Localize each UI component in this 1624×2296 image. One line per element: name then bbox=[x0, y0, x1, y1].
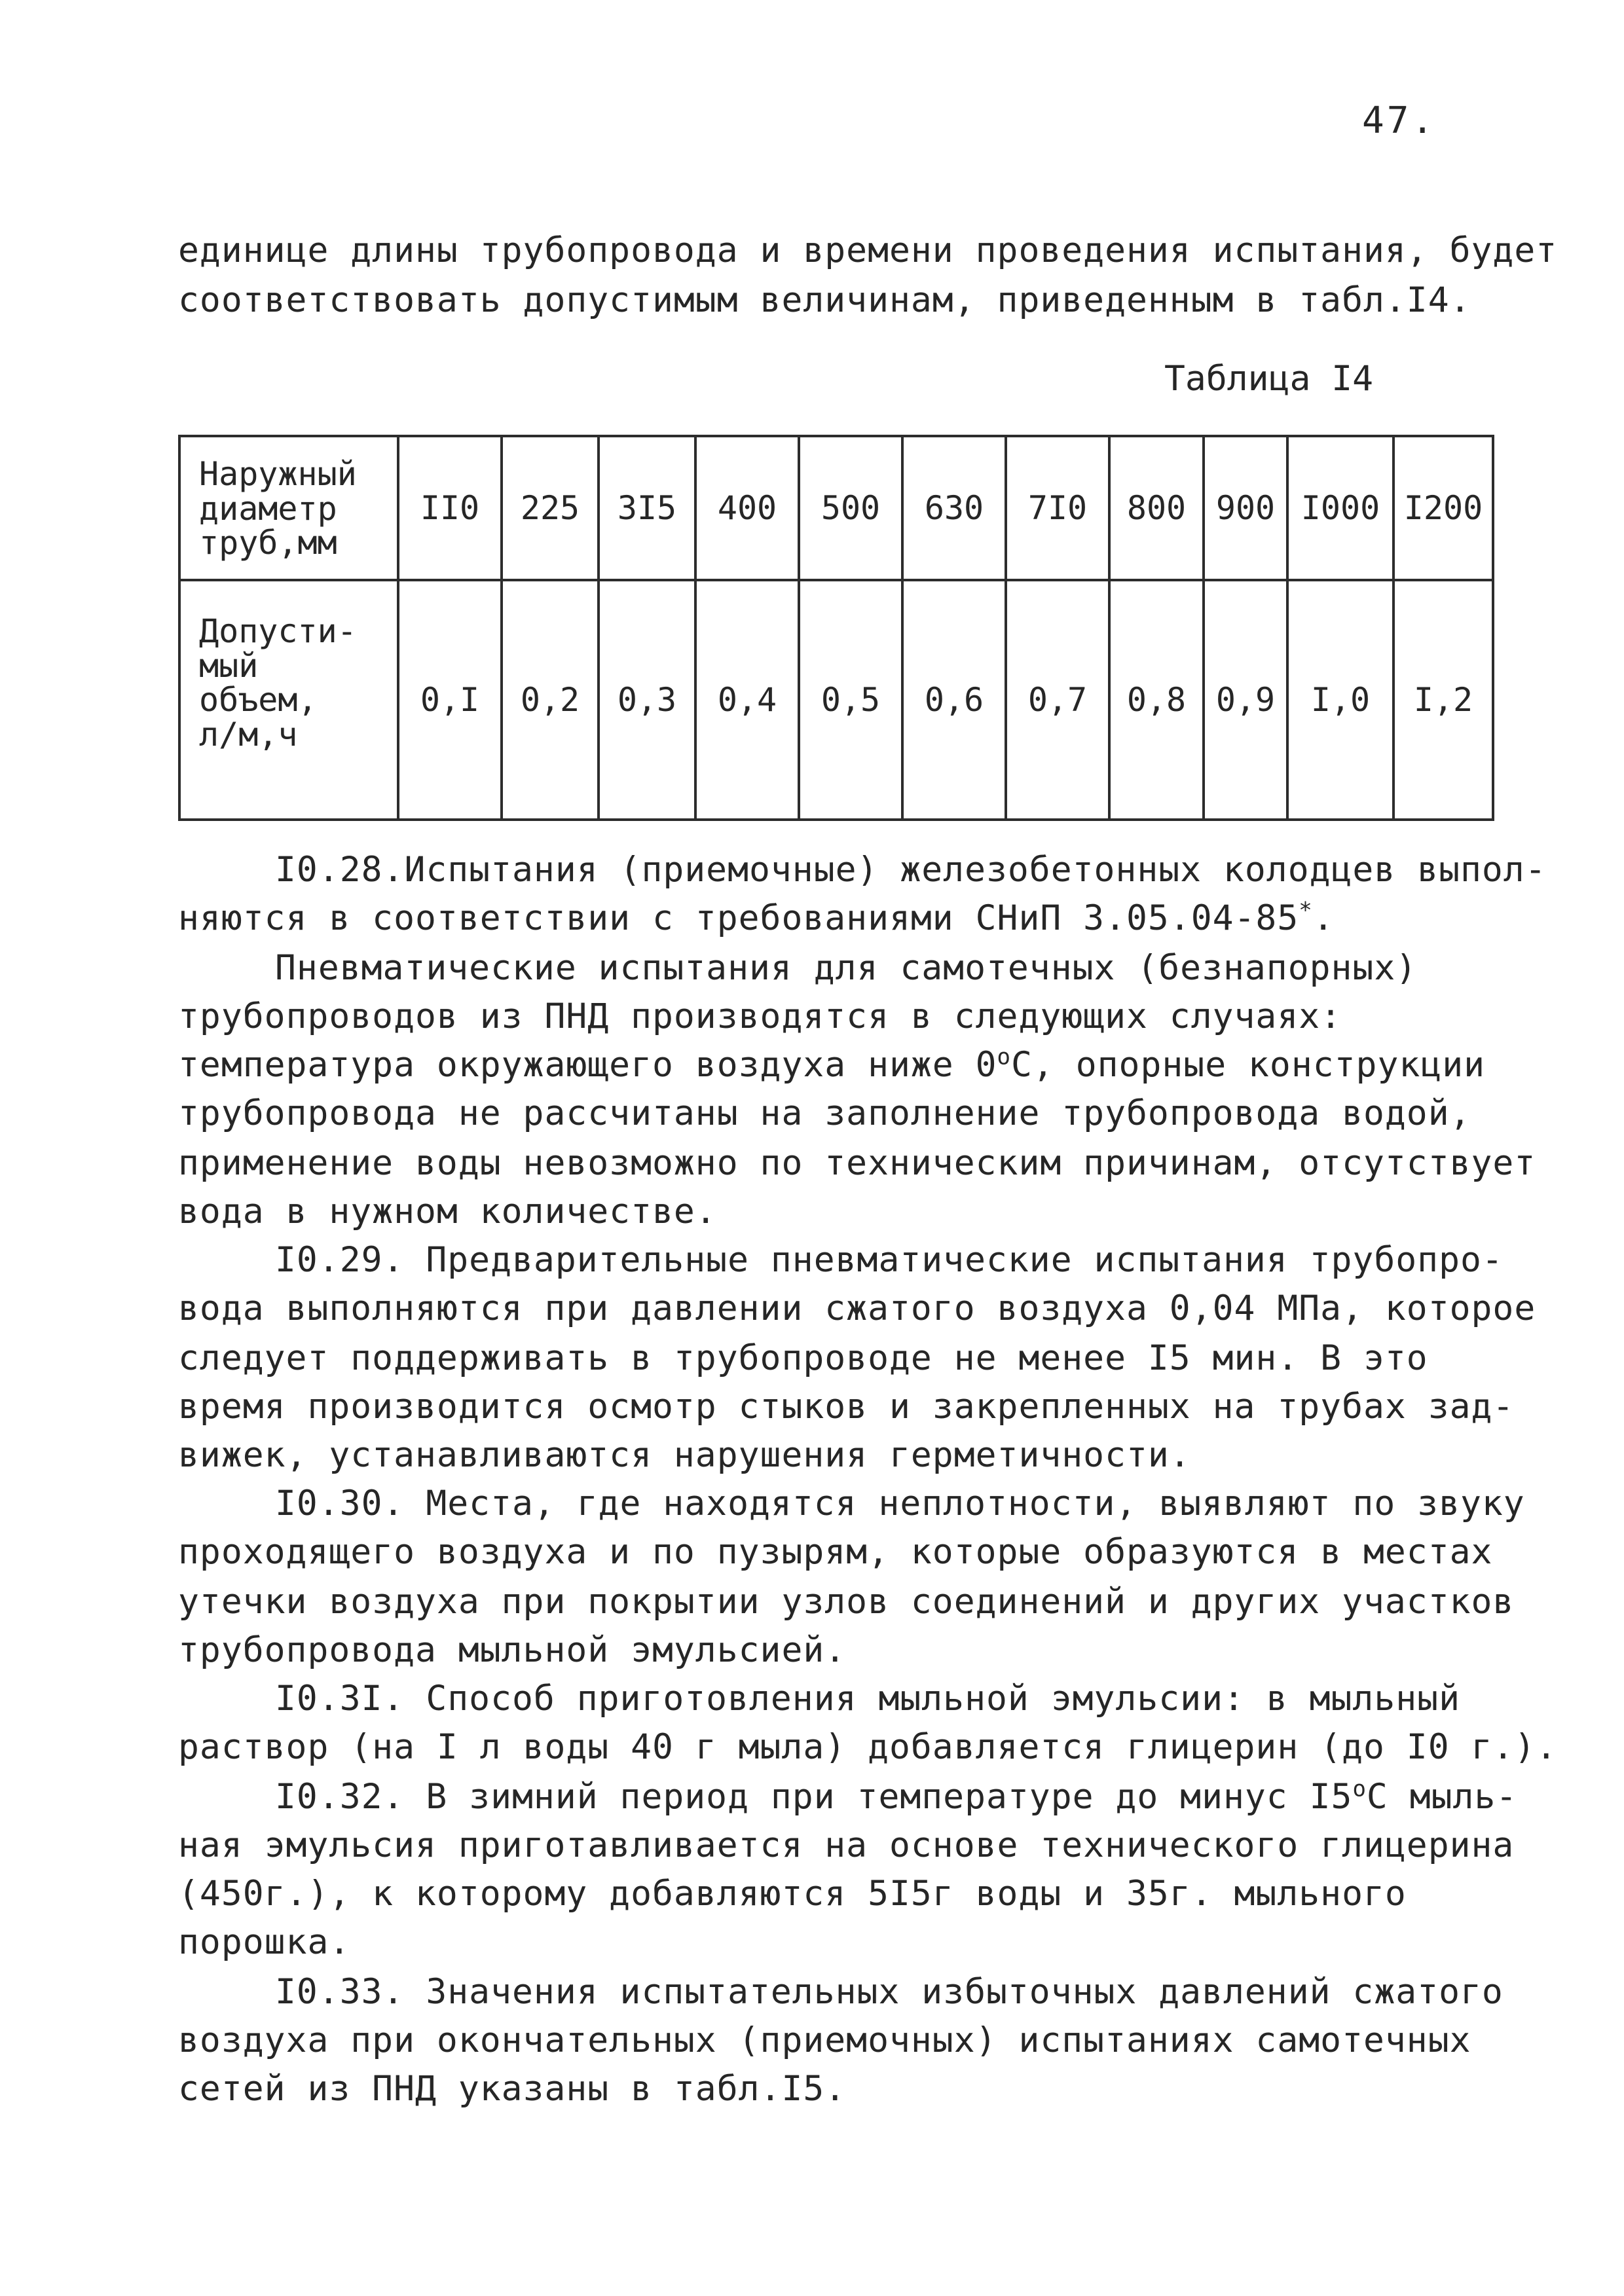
pneumo-line-2: трубопроводов из ПНД производятся в следующих случаях: bbox=[178, 996, 1342, 1036]
p1028-line-2-end: . bbox=[1312, 898, 1335, 938]
volume-cell: 0,4 bbox=[695, 580, 799, 820]
diameter-cell: 800 bbox=[1109, 436, 1204, 580]
p1032-line-1-a: I0.32. В зимний период при температуре до минус I5 bbox=[275, 1777, 1353, 1817]
p1028-line-2-text: няются в соответствии с требованиями СНиП 3.05.04-85 bbox=[178, 898, 1299, 938]
p1029-line-1: I0.29. Предварительные пневматические испытания трубопро- bbox=[275, 1240, 1504, 1280]
p1030-line-3: утечки воздуха при покрытии узлов соединений и других участков bbox=[178, 1582, 1515, 1622]
diameter-cell: I200 bbox=[1393, 436, 1493, 580]
diameter-cell: 7I0 bbox=[1006, 436, 1109, 580]
p1029-line-4: время производится осмотр стыков и закрепленных на трубах зад- bbox=[178, 1387, 1515, 1427]
diameter-cell: 500 bbox=[799, 436, 902, 580]
row-header-diameter-line: Наружный bbox=[199, 455, 357, 493]
row-header-volume-line: Допусти- bbox=[199, 612, 357, 650]
p1028-line-1: I0.28.Испытания (приемочные) железобетонных колодцев выпол- bbox=[275, 850, 1547, 890]
page-number: 47. bbox=[1362, 100, 1437, 142]
pneumo-line-4: трубопровода не рассчитаны на заполнение трубопровода водой, bbox=[178, 1093, 1471, 1133]
volume-cell: 0,2 bbox=[502, 580, 599, 820]
p1030-line-2: проходящего воздуха и по пузырям, которые образуются в местах bbox=[178, 1532, 1493, 1572]
diameter-cell: 3I5 bbox=[599, 436, 695, 580]
p1032-line-2: ная эмульсия приготавливается на основе технического глицерина bbox=[178, 1825, 1515, 1865]
p1031-line-1: I0.3I. Способ приготовления мыльной эмульсии: в мыльный bbox=[275, 1679, 1460, 1719]
pneumo-line-1: Пневматические испытания для самотечных (безнапорных) bbox=[275, 948, 1418, 988]
intro-line-1: единице длины трубопровода и времени проведения испытания, будет bbox=[178, 230, 1558, 270]
intro-line-2: соответствовать допустимым величинам, приведенным в табл.I4. bbox=[178, 280, 1471, 320]
diameter-cell: 900 bbox=[1204, 436, 1287, 580]
footnote-mark: * bbox=[1299, 897, 1313, 924]
diameter-cell: I000 bbox=[1287, 436, 1393, 580]
row-header-volume bbox=[179, 580, 398, 820]
diameter-cell: 400 bbox=[695, 436, 799, 580]
volume-cell: 0,I bbox=[398, 580, 502, 820]
table-row-volume bbox=[179, 580, 1493, 820]
p1033-line-2: воздуха при окончательных (приемочных) испытаниях самотечных bbox=[178, 2020, 1471, 2060]
table-row-diameter bbox=[179, 436, 1493, 580]
p1029-line-2: вода выполняются при давлении сжатого воздуха 0,04 МПа, которое bbox=[178, 1288, 1536, 1328]
pneumo-line-3-b: С, опорные конструкции bbox=[1011, 1045, 1486, 1085]
p1032-line-1-b: С мыль- bbox=[1366, 1777, 1518, 1817]
row-header-volume-line: мый bbox=[199, 646, 259, 685]
row-header-volume-line: объем, bbox=[199, 681, 318, 719]
diameter-cell: II0 bbox=[398, 436, 502, 580]
volume-cell: 0,5 bbox=[799, 580, 902, 820]
p1032-line-1 bbox=[275, 1777, 1517, 1817]
volume-cell: I,2 bbox=[1393, 580, 1493, 820]
p1028-line-2 bbox=[178, 898, 1335, 938]
pneumo-line-5: применение воды невозможно по техническим причинам, отсутствует bbox=[178, 1143, 1536, 1183]
p1032-line-3: (450г.), к которому добавляются 5I5г воды и 35г. мыльного bbox=[178, 1874, 1407, 1914]
volume-cell: 0,6 bbox=[902, 580, 1006, 820]
volume-cell: 0,9 bbox=[1204, 580, 1287, 820]
pneumo-line-3 bbox=[178, 1045, 1485, 1085]
p1033-line-1: I0.33. Значения испытательных избыточных давлений сжатого bbox=[275, 1972, 1504, 2012]
volume-cell: I,0 bbox=[1287, 580, 1393, 820]
degree-mark: о bbox=[997, 1044, 1012, 1070]
volume-cell: 0,3 bbox=[599, 580, 695, 820]
volume-cell: 0,7 bbox=[1006, 580, 1109, 820]
pneumo-line-6: вода в нужном количестве. bbox=[178, 1192, 717, 1231]
p1030-line-4: трубопровода мыльной эмульсией. bbox=[178, 1630, 847, 1670]
row-header-diameter-line: диаметр bbox=[199, 489, 337, 528]
p1031-line-2: раствор (на I л воды 40 г мыла) добавляется глицерин (до I0 г.). bbox=[178, 1727, 1558, 1767]
row-header-diameter bbox=[179, 436, 398, 580]
degree-mark: о bbox=[1352, 1776, 1367, 1802]
diameter-cell: 630 bbox=[902, 436, 1006, 580]
row-header-volume-line: л/м,ч bbox=[199, 715, 298, 754]
table-caption: Таблица I4 bbox=[1164, 359, 1374, 399]
diameter-cell: 225 bbox=[502, 436, 599, 580]
volume-cell: 0,8 bbox=[1109, 580, 1204, 820]
table-14 bbox=[178, 435, 1494, 821]
p1032-line-4: порошка. bbox=[178, 1922, 351, 1962]
pneumo-line-3-a: температура окружающего воздуха ниже 0 bbox=[178, 1045, 997, 1085]
row-header-diameter-line: труб,мм bbox=[199, 524, 337, 562]
p1029-line-3: следует поддерживать в трубопроводе не менее I5 мин. В это bbox=[178, 1338, 1428, 1378]
p1033-line-3: сетей из ПНД указаны в табл.I5. bbox=[178, 2069, 847, 2109]
p1030-line-1: I0.30. Места, где находятся неплотности, выявляют по звуку bbox=[275, 1484, 1525, 1523]
p1029-line-5: вижек, устанавливаются нарушения герметичности. bbox=[178, 1435, 1191, 1475]
